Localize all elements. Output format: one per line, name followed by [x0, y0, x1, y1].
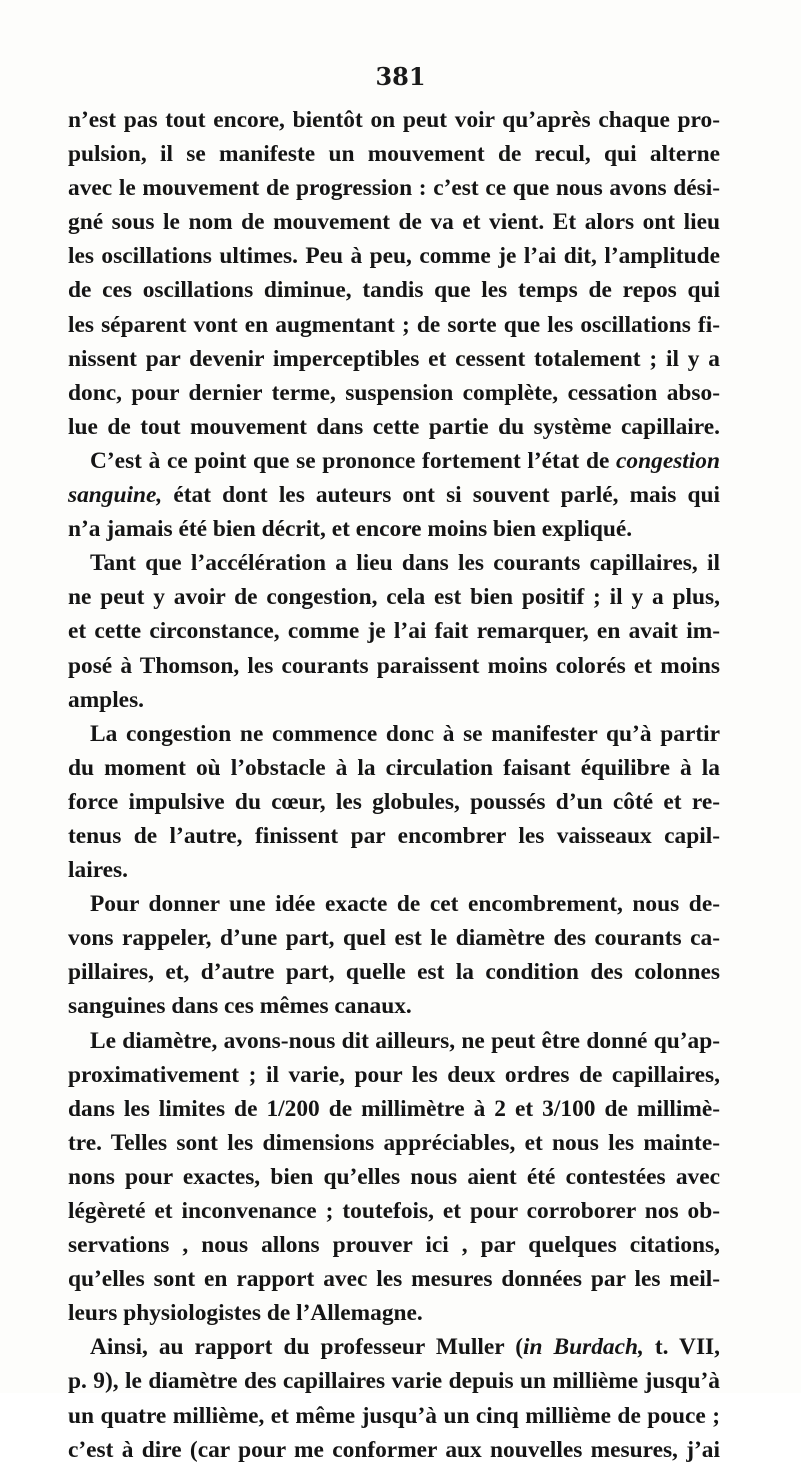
- text-line: p. 9), le diamètre des capillaires varie depuis un millième jusqu’à: [68, 1368, 720, 1395]
- text-line: force impulsive du cœur, les globules, poussés d’un côté et re-: [68, 788, 720, 815]
- text-line: tre. Telles sont les dimensions appréciables, et nous les mainte-: [68, 1129, 720, 1156]
- text-line: proximativement ; il varie, pour les deux ordres de capillaires,: [68, 1061, 720, 1088]
- text-line: gné sous le nom de mouvement de va et vient. Et alors ont lieu: [68, 209, 720, 236]
- text-line: [68, 478, 720, 512]
- text-span: C’est à ce point que se prononce fortement l’état de: [90, 447, 617, 474]
- text-line: avec le mouvement de progression : c’est ce que nous avons dési-: [68, 175, 720, 202]
- text-line: sanguines dans ces mêmes canaux.: [68, 993, 412, 1020]
- text-line: nons pour exactes, bien qu’elles nous aient été contestées avec: [68, 1163, 720, 1190]
- text-line: pulsion, il se manifeste un mouvement de recul, qui alterne: [68, 141, 720, 168]
- text-span: t. VII,: [643, 1334, 720, 1361]
- text-line: les séparent vont en augmentant ; de sorte que les oscillations fi-: [68, 311, 720, 338]
- text-line: du moment où l’obstacle à la circulation faisant équilibre à la: [68, 754, 720, 781]
- text-line: [68, 1330, 720, 1364]
- text-line: Pour donner une idée exacte de cet encombrement, nous de-: [90, 891, 720, 918]
- text-line: vons rappeler, d’une part, quel est le diamètre des courants ca-: [68, 925, 720, 952]
- page-number: 381: [375, 62, 426, 91]
- text-line: nissent par devenir imperceptibles et cessent totalement ; il y a: [68, 345, 720, 372]
- italic-term: congestion: [616, 447, 720, 474]
- text-line: légèreté et inconvenance ; toutefois, et pour corroborer nos ob-: [68, 1198, 720, 1224]
- text-line: servations , nous allons prouver ici , par quelques citations,: [68, 1232, 720, 1259]
- text-span: état dont les auteurs ont si souvent parlé, mais qui: [162, 482, 720, 509]
- text-line: Tant que l’accélération a lieu dans les courants capillaires, il: [90, 550, 720, 577]
- text-line: leurs physiologistes de l’Allemagne.: [68, 1300, 423, 1327]
- body-text: [68, 103, 720, 1467]
- text-line: amples.: [68, 686, 145, 713]
- text-line: et cette circonstance, comme je l’ai fait remarquer, en avait im-: [68, 618, 720, 645]
- text-line: [68, 444, 720, 478]
- text-line: posé à Thomson, les courants paraissent moins colorés et moins: [68, 652, 720, 679]
- text-line: La congestion ne commence donc à se manifester qu’à partir: [90, 720, 720, 747]
- text-line: n’a jamais été bien décrit, et encore moins bien expliqué.: [68, 516, 633, 543]
- text-line: laires.: [68, 857, 128, 884]
- text-line: c’est à dire (car pour me conformer aux nouvelles mesures, j’ai: [68, 1436, 720, 1463]
- text-line: un quatre millième, et même jusqu’à un cinq millième de pouce ;: [68, 1402, 720, 1429]
- text-line: pillaires, et, d’autre part, quelle est la condition des colonnes: [68, 959, 720, 986]
- text-line: donc, pour dernier terme, suspension complète, cessation abso-: [68, 379, 720, 406]
- text-line: tenus de l’autre, finissent par encombrer les vaisseaux capil-: [68, 822, 720, 849]
- text-line: Le diamètre, avons-nous dit ailleurs, ne peut être donné qu’ap-: [90, 1027, 720, 1054]
- text-line: de ces oscillations diminue, tandis que les temps de repos qui: [68, 277, 720, 304]
- text-span: Ainsi, au rapport du professeur Muller (: [90, 1334, 524, 1361]
- text-line: dans les limites de 1/200 de millimètre à 2 et 3/100 de millimè-: [68, 1095, 720, 1122]
- italic-term: sanguine,: [68, 482, 163, 509]
- text-line: les oscillations ultimes. Peu à peu, comme je l’ai dit, l’amplitude: [68, 243, 720, 270]
- text-line: qu’elles sont en rapport avec les mesures données par les meil-: [68, 1266, 720, 1293]
- text-line: ne peut y avoir de congestion, cela est bien positif ; il y a plus,: [68, 584, 720, 611]
- italic-citation: in Burdach,: [523, 1334, 644, 1361]
- text-line: n’est pas tout encore, bientôt on peut voir qu’après chaque pro-: [68, 107, 720, 133]
- text-line: lue de tout mouvement dans cette partie du système capillaire.: [68, 413, 720, 440]
